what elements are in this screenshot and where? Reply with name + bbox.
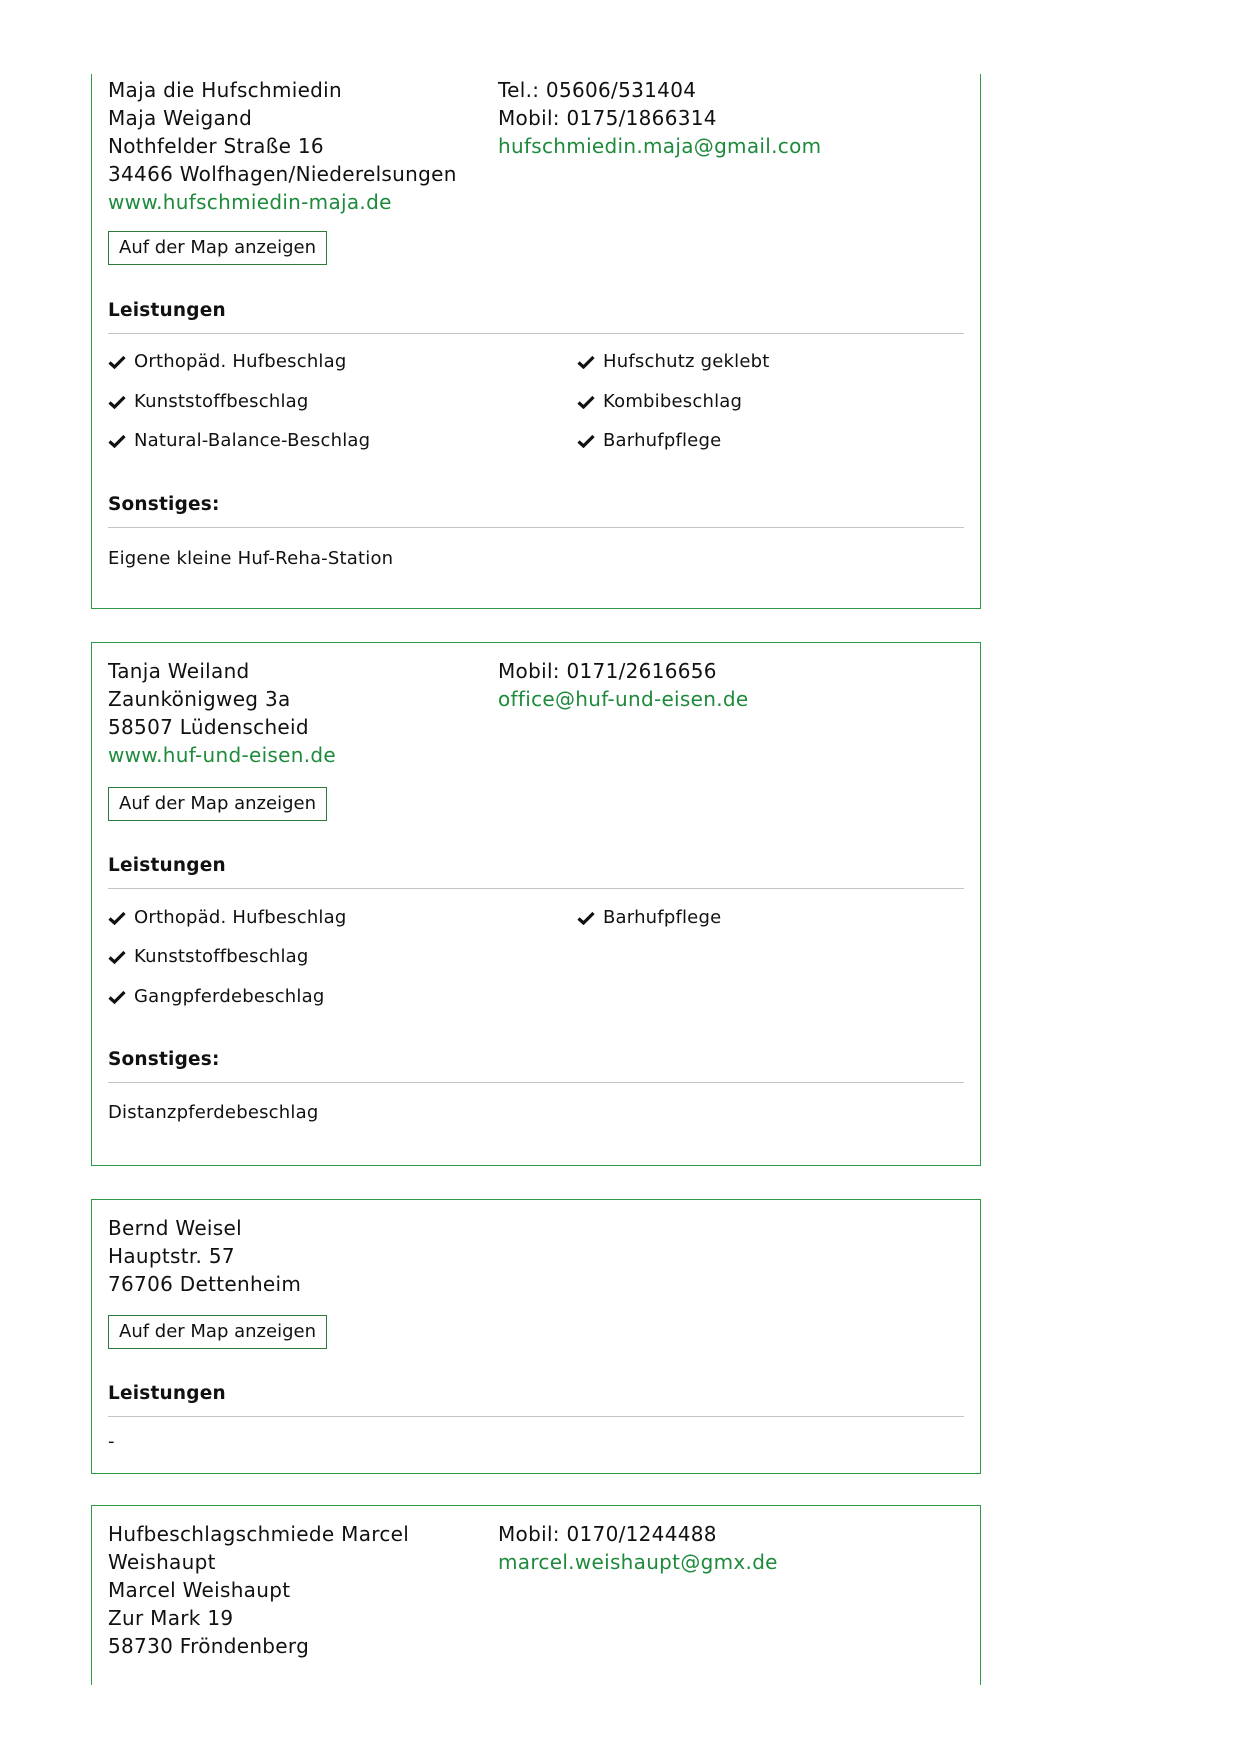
contact-block — [498, 76, 958, 160]
street: Zur Mark 19 — [108, 1606, 234, 1630]
contact-name: Maja Weigand — [108, 106, 253, 130]
check-icon — [108, 395, 126, 409]
divider — [108, 888, 964, 889]
service-item: Kunststoffbeschlag — [108, 945, 309, 969]
farrier-card-1 — [91, 74, 981, 609]
city: 76706 Dettenheim — [108, 1272, 302, 1296]
phone: Tel.: 05606/531404 — [498, 78, 697, 102]
street: Zaunkönigweg 3a — [108, 687, 291, 711]
contact-name: Marcel Weishaupt — [108, 1578, 291, 1602]
farrier-card-3 — [91, 1199, 981, 1474]
service-item: Natural-Balance-Beschlag — [108, 429, 370, 453]
contact-name: Bernd Weisel — [108, 1216, 242, 1240]
contact-block — [498, 1520, 958, 1576]
service-item: Kombibeschlag — [577, 390, 742, 414]
mobile: Mobil: 0170/1244488 — [498, 1522, 717, 1546]
website-link[interactable]: www.huf-und-eisen.de — [108, 743, 336, 767]
business-name-cont: Weishaupt — [108, 1550, 216, 1574]
service-item: Gangpferdebeschlag — [108, 985, 324, 1009]
check-icon — [108, 990, 126, 1004]
sonstiges-heading: Sonstiges: — [108, 1049, 220, 1070]
email-link[interactable]: hufschmiedin.maja@gmail.com — [498, 134, 822, 158]
service-item: Orthopäd. Hufbeschlag — [108, 906, 347, 930]
check-icon — [577, 355, 595, 369]
address-block — [108, 1520, 498, 1660]
leistungen-heading: Leistungen — [108, 855, 226, 876]
contact-name: Tanja Weiland — [108, 659, 250, 683]
sonstiges-text: Distanzpferdebeschlag — [108, 1102, 319, 1123]
service-item: Barhufpflege — [577, 906, 721, 930]
check-icon — [108, 434, 126, 448]
address-block — [108, 1214, 498, 1298]
city: 58507 Lüdenscheid — [108, 715, 309, 739]
business-name: Maja die Hufschmiedin — [108, 78, 343, 102]
email-link[interactable]: marcel.weishaupt@gmx.de — [498, 1550, 778, 1574]
service-item: Hufschutz geklebt — [577, 350, 769, 374]
divider — [108, 527, 964, 528]
service-item: Kunststoffbeschlag — [108, 390, 309, 414]
sonstiges-text: Eigene kleine Huf-Reha-Station — [108, 548, 394, 569]
website-link[interactable]: www.hufschmiedin-maja.de — [108, 190, 392, 214]
address-block — [108, 76, 498, 216]
mobile: Mobil: 0171/2616656 — [498, 659, 717, 683]
show-on-map-button[interactable]: Auf der Map anzeigen — [108, 787, 327, 821]
farrier-card-4 — [91, 1505, 981, 1685]
email-link[interactable]: office@huf-und-eisen.de — [498, 687, 749, 711]
check-icon — [577, 911, 595, 925]
check-icon — [577, 434, 595, 448]
mobile: Mobil: 0175/1866314 — [498, 106, 717, 130]
divider — [108, 1082, 964, 1083]
check-icon — [108, 911, 126, 925]
city: 34466 Wolfhagen/Niederelsungen — [108, 162, 457, 186]
farrier-card-2 — [91, 642, 981, 1166]
sonstiges-heading: Sonstiges: — [108, 494, 220, 515]
divider — [108, 1416, 964, 1417]
leistungen-heading: Leistungen — [108, 300, 226, 321]
contact-block — [498, 657, 958, 713]
city: 58730 Fröndenberg — [108, 1634, 310, 1658]
check-icon — [108, 950, 126, 964]
show-on-map-button[interactable]: Auf der Map anzeigen — [108, 231, 327, 265]
show-on-map-button[interactable]: Auf der Map anzeigen — [108, 1315, 327, 1349]
check-icon — [577, 395, 595, 409]
business-name: Hufbeschlagschmiede Marcel — [108, 1522, 410, 1546]
no-services-text: - — [108, 1431, 115, 1452]
service-item: Orthopäd. Hufbeschlag — [108, 350, 347, 374]
leistungen-heading: Leistungen — [108, 1383, 226, 1404]
address-block — [108, 657, 498, 769]
street: Nothfelder Straße 16 — [108, 134, 324, 158]
divider — [108, 333, 964, 334]
service-item: Barhufpflege — [577, 429, 721, 453]
check-icon — [108, 355, 126, 369]
street: Hauptstr. 57 — [108, 1244, 235, 1268]
